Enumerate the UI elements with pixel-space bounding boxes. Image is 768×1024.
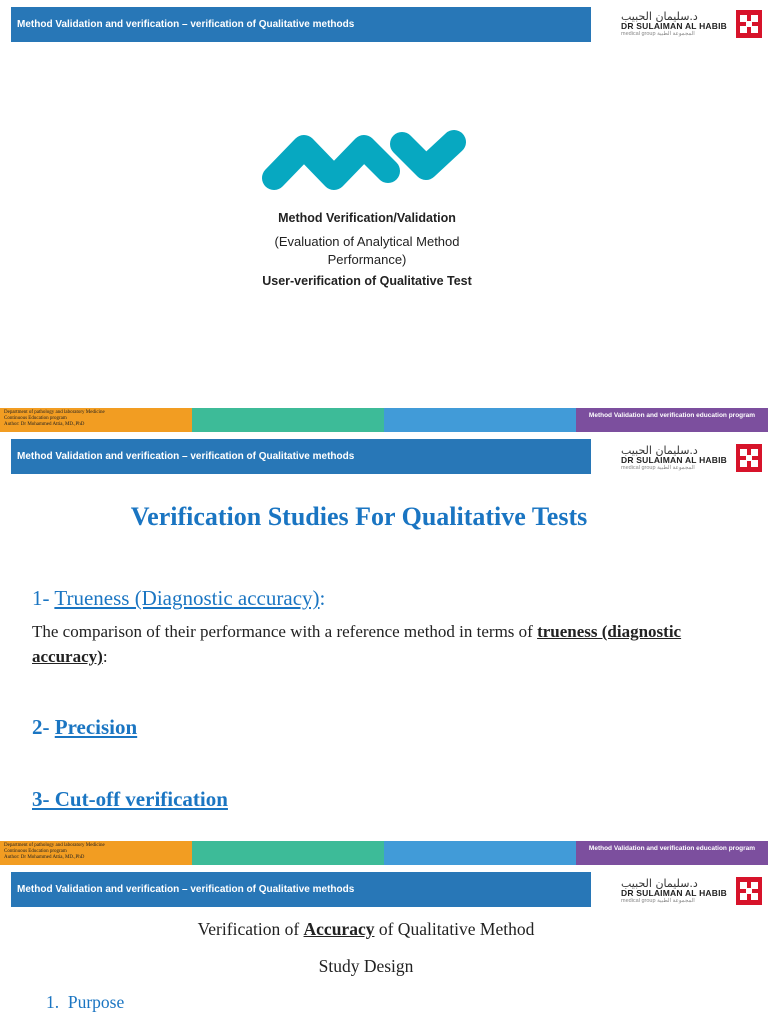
desc-colon: : xyxy=(102,647,108,666)
slide-1-subtitle: (Evaluation of Analytical Method Performance) xyxy=(274,234,460,267)
footer-blue-segment xyxy=(384,408,576,432)
trueness-link[interactable]: Trueness (Diagnostic accuracy) xyxy=(54,586,320,610)
logo-subtext: medical group المجموعة الطبية xyxy=(621,465,695,471)
footer-line: Author: Dr Mohammed Attia, MD.,PhD xyxy=(4,422,85,427)
footer-department-info xyxy=(0,408,192,432)
precision-link[interactable]: Precision xyxy=(54,715,138,739)
logo-english-text: DR SULAIMAN AL HABIB xyxy=(621,888,727,898)
logo-subtext: medical group المجموعة الطبية xyxy=(621,898,695,904)
item-number: 1- xyxy=(32,586,55,610)
purpose-label: Purpose xyxy=(67,992,125,1012)
slide-1 xyxy=(0,0,768,432)
slide-header-bar xyxy=(11,7,591,42)
footer-blue-segment xyxy=(384,841,576,865)
logo-arabic-text: د.سليمان الحبيب xyxy=(621,444,698,457)
logo-mark-icon xyxy=(736,10,762,38)
list-item-purpose xyxy=(46,992,124,1013)
slide-header-bar xyxy=(11,872,591,907)
logo-mark-icon xyxy=(736,877,762,905)
slide-footer xyxy=(0,841,768,865)
footer-line: Author: Dr Mohammed Attia, MD.,PhD xyxy=(4,855,85,860)
list-item-precision xyxy=(32,715,137,740)
item-number: 2- xyxy=(32,715,55,739)
logo-arabic-text: د.سليمان الحبيب xyxy=(621,877,698,890)
logo-arabic-text: د.سليمان الحبيب xyxy=(621,10,698,23)
slide-2-title: Verification Studies For Qualitative Tests xyxy=(130,502,588,531)
item-number: 1. xyxy=(46,992,60,1012)
footer-program-label: Method Validation and verification education program xyxy=(576,841,768,865)
slide-3-subheading: Study Design xyxy=(318,956,414,976)
hospital-logo xyxy=(617,10,762,44)
logo-subtext: medical group المجموعة الطبية xyxy=(621,31,695,37)
slide-2 xyxy=(0,432,768,865)
slide-1-tagline: User-verification of Qualitative Test xyxy=(262,274,472,288)
footer-line: Continuous Education program xyxy=(4,849,67,854)
heading-text: of Qualitative Method xyxy=(374,919,535,939)
slide-footer xyxy=(0,408,768,432)
footer-green-segment xyxy=(192,841,384,865)
heading-emphasis: Accuracy xyxy=(303,919,375,939)
logo-mark-icon xyxy=(736,444,762,472)
footer-line: Department of pathology and laboratory Medicine xyxy=(4,410,105,415)
footer-green-segment xyxy=(192,408,384,432)
slide-header-title: Method Validation and verification – verification of Qualitative methods xyxy=(17,19,355,30)
cutoff-verification-link[interactable]: 3- Cut-off verification xyxy=(32,787,228,811)
footer-program-label: Method Validation and verification education program xyxy=(576,408,768,432)
slide-3-heading xyxy=(0,919,732,940)
logo-english-text: DR SULAIMAN AL HABIB xyxy=(621,21,727,31)
logo-english-text: DR SULAIMAN AL HABIB xyxy=(621,455,727,465)
item-colon: : xyxy=(319,586,326,610)
list-item-trueness xyxy=(32,586,325,611)
footer-line: Department of pathology and laboratory Medicine xyxy=(4,843,105,848)
heading-text: Verification of xyxy=(197,919,304,939)
trueness-description xyxy=(32,619,682,669)
slide-3 xyxy=(0,865,768,1024)
footer-department-info xyxy=(0,841,192,865)
slide-header-bar xyxy=(11,439,591,474)
mv-logo-icon xyxy=(262,130,472,198)
slide-1-title: Method Verification/Validation xyxy=(278,211,456,225)
hospital-logo xyxy=(617,444,762,478)
hospital-logo xyxy=(617,877,762,911)
slide-header-title: Method Validation and verification – verification of Qualitative methods xyxy=(17,451,355,462)
desc-text: The comparison of their performance with a reference method in terms of xyxy=(32,622,538,641)
footer-line: Continuous Education program xyxy=(4,416,67,421)
desc-emphasis: trueness (diagnostic accuracy) xyxy=(32,622,682,666)
slide-header-title: Method Validation and verification – verification of Qualitative methods xyxy=(17,884,355,895)
